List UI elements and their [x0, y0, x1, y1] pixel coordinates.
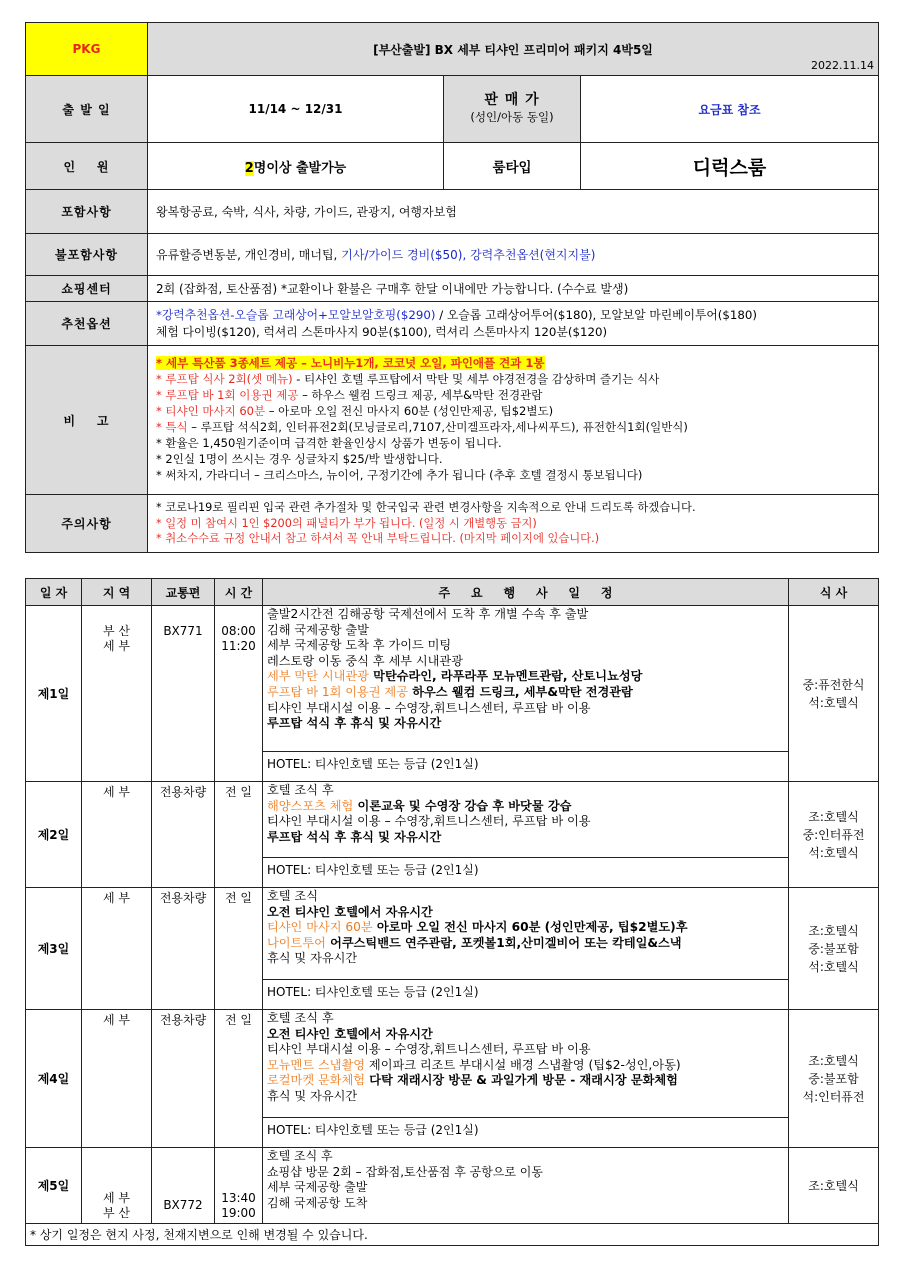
- excluded-value: [148, 234, 879, 276]
- day4-transport: [152, 1010, 215, 1148]
- package-title: [148, 23, 879, 76]
- caution-2: * 일정 미 참여시 1인 $200의 패널티가 부가 됩니다. (일정 시 개별행동 금지): [156, 516, 537, 530]
- day3-time-1: 전 일: [225, 891, 252, 905]
- col-day: 일 자: [26, 579, 82, 606]
- schedule-row-day5: [26, 1148, 879, 1224]
- remark-7: * 2인실 1명이 쓰시는 경우 싱글차지 $25/박 발생합니다.: [156, 451, 443, 466]
- caution-1: * 코로나19로 필리핀 입국 관련 추가절차 및 한국입국 관련 변경사항을 지속적으로 안내 드리도록 하겠습니다.: [156, 501, 696, 515]
- day5-itinerary: [263, 1148, 789, 1224]
- day4-event-5-highlight: 로컬마켓 문화체험: [267, 1073, 366, 1088]
- day4-meal-1: 조:호텔식: [808, 1053, 859, 1068]
- schedule-table: [25, 578, 879, 1246]
- day4-event-5-text: 다탁 재래시장 방문 & 과일가게 방문 - 재래시장 문화체험: [365, 1073, 678, 1088]
- day3-transport: [152, 888, 215, 1010]
- remark-3-highlight: * 루프탑 바 1회 이용권 제공: [156, 388, 299, 403]
- day4-itinerary: [263, 1010, 789, 1148]
- day1-event-2: 김해 국제공항 출발: [267, 622, 369, 637]
- day2-region: [82, 782, 152, 888]
- day3-label: 제3일: [26, 888, 82, 1010]
- day5-time-2: 19:00: [221, 1206, 256, 1220]
- day2-event-4: [267, 830, 784, 846]
- day1-hotel: HOTEL: 티샤인호텔 또는 등급 (2인1실): [263, 751, 788, 775]
- depart-label: 출 발 일: [26, 76, 148, 143]
- included-value: 왕복항공료, 숙박, 식사, 차량, 가이드, 관광지, 여행자보험: [148, 190, 879, 234]
- day3-hotel: HOTEL: 티샤인호텔 또는 등급 (2인1실): [263, 979, 788, 1003]
- people-text: 명이상 출발가능: [253, 160, 347, 176]
- day3-event-2-text: 오전 티샤인 호텔에서 자유시간: [267, 904, 433, 919]
- day4-region-1: 세 부: [103, 1013, 130, 1027]
- day4-event-1: 호텔 조식 후: [267, 1011, 334, 1025]
- day1-label: 제1일: [26, 606, 82, 782]
- people-label: 인 원: [26, 143, 148, 190]
- included-label: 포함사항: [26, 190, 148, 234]
- remark-1-text: * 세부 특산품 3종세트 제공 – 노니비누1개, 코코넛 오일, 파인애플 견과 1봉: [156, 356, 545, 371]
- day3-itinerary: [263, 888, 789, 1010]
- day1-event-6-highlight: 루프탑 바 1회 이용권 제공: [267, 684, 408, 699]
- day1-meal: [789, 606, 879, 782]
- day4-region: [82, 1010, 152, 1148]
- day5-event-4: 김해 국제공항 도착: [267, 1195, 368, 1210]
- day3-event-5: 휴식 및 자유시간: [267, 951, 358, 966]
- remark-2: [156, 372, 870, 388]
- day1-time-2: 11:20: [221, 639, 256, 653]
- remark-8: * 써차지, 가라디너 – 크리스마스, 뉴이어, 구정기간에 추가 됩니다 (추후 호텔 결정시 통보됩니다): [156, 467, 643, 482]
- document-date: 2022.11.14: [811, 59, 875, 72]
- day2-meal-3: 석:호텔식: [808, 845, 859, 860]
- day4-event-4: [267, 1058, 784, 1074]
- shopping-value: 2회 (잡화점, 토산품점) *교환이나 환불은 구매후 한달 이내에만 가능합니다. (수수료 발생): [148, 276, 879, 302]
- day1-transport: [152, 606, 215, 782]
- day2-event-2-highlight: 해양스포츠 체험: [267, 798, 354, 813]
- day4-event-6: 휴식 및 자유시간: [267, 1088, 358, 1103]
- option-value: [148, 302, 879, 346]
- day1-time: [215, 606, 263, 782]
- price-value: 요금표 참조: [581, 76, 879, 143]
- day3-event-4-highlight: 나이트투어: [267, 935, 326, 950]
- day1-itinerary: [263, 606, 789, 782]
- day5-label: 제5일: [26, 1148, 82, 1224]
- day2-time-1: 전 일: [225, 785, 252, 799]
- day4-time: [215, 1010, 263, 1148]
- day2-event-2-text: 이론교육 및 수영장 강습 후 바닷물 강습: [353, 798, 572, 813]
- day5-region-2: 부 산: [103, 1206, 130, 1220]
- day3-event-3-text: 아로마 오일 전신 마사지 60분 (성인만제공, 팁$2별도)후: [372, 920, 688, 935]
- remark-5-highlight: * 특식: [156, 420, 188, 434]
- day2-event-1: 호텔 조식 후: [267, 783, 334, 797]
- schedule-row-day2: [26, 782, 879, 888]
- day4-time-1: 전 일: [225, 1013, 252, 1027]
- day5-event-2: 쇼핑샵 방문 2회 – 잡화점,토산품점 후 공항으로 이동: [267, 1164, 543, 1179]
- option-line-2: 체험 다이빙($120), 럭셔리 스톤마사지 90분($100), 럭셔리 스톤마사지 120분($120): [156, 324, 608, 339]
- schedule-footnote: * 상기 일정은 현지 사정, 천재지변으로 인해 변경될 수 있습니다.: [26, 1224, 879, 1246]
- excluded-text: 유류할증변동분, 개인경비, 매너팁,: [156, 248, 342, 262]
- price-label: [444, 76, 581, 143]
- day3-event-3-highlight: 티샤인 마사지 60분: [267, 920, 373, 935]
- excluded-label: 불포함사항: [26, 234, 148, 276]
- pkg-label: PKG: [26, 23, 148, 76]
- excluded-highlight: 기사/가이드 경비($50), 강력추천옵션(현지지불): [341, 248, 596, 262]
- day5-event-1: 호텔 조식 후: [267, 1149, 333, 1163]
- day4-transport-text: 전용차량: [159, 1013, 207, 1027]
- day1-event-1: 출발2시간전 김해공항 국제선에서 도착 후 개별 수속 후 출발: [267, 607, 589, 621]
- schedule-row-day3: [26, 888, 879, 1010]
- title-text: [부산출발] BX 세부 티샤인 프리미어 패키지 4박5일: [373, 42, 653, 57]
- remark-1: [156, 356, 870, 372]
- day3-transport-text: 전용차량: [159, 891, 207, 905]
- option-recommended: *강력추천옵션-오슬롭 고래상어+모알보알호핑($290): [156, 307, 436, 322]
- day1-transport-text: BX771: [163, 624, 203, 638]
- day1-event-6: [267, 685, 784, 701]
- option-line-1: [156, 307, 870, 324]
- day3-event-4: [267, 936, 784, 952]
- day2-time: [215, 782, 263, 888]
- day1-region-1: 부 산: [103, 624, 130, 638]
- col-itinerary: 주 요 행 사 일 정: [263, 579, 789, 606]
- day1-event-5-highlight: 세부 막탄 시내관광: [267, 669, 369, 684]
- remark-4-text: – 아로마 오일 전신 마사지 60분 (성인만제공, 팁$2별도): [265, 404, 554, 419]
- day3-event-1: 호텔 조식: [267, 889, 318, 903]
- day5-meal-1: 조:호텔식: [808, 1178, 859, 1193]
- day1-event-4: 레스토랑 이동 중식 후 세부 시내관광: [267, 653, 463, 668]
- day5-meal: [789, 1148, 879, 1224]
- remark-5: [156, 420, 870, 436]
- shopping-label: 쇼핑센터: [26, 276, 148, 302]
- day4-event-3: 티샤인 부대시설 이용 – 수영장,휘트니스센터, 루프탑 바 이용: [267, 1042, 591, 1057]
- room-label: 룸타입: [444, 143, 581, 190]
- caution-3: * 취소수수료 규정 안내서 참고 하셔서 꼭 안내 부탁드립니다. (마지막 페이지에 있습니다.): [156, 532, 600, 546]
- day3-time: [215, 888, 263, 1010]
- schedule-row-day4: [26, 1010, 879, 1148]
- day4-event-2-text: 오전 티샤인 호텔에서 자유시간: [267, 1026, 433, 1041]
- day3-meal-3: 석:호텔식: [808, 959, 859, 974]
- day3-event-2: [267, 905, 784, 921]
- day4-event-4-highlight: 모뉴멘트 스냅촬영: [267, 1057, 366, 1072]
- day4-label: 제4일: [26, 1010, 82, 1148]
- day4-event-4-text: 제이파크 리조트 부대시설 배경 스냅촬영 (팁$2-성인,아동): [365, 1057, 681, 1072]
- day3-meal-2: 중:불포함: [808, 941, 859, 956]
- day1-event-8: [267, 716, 784, 732]
- day1-event-8-text: 루프탑 석식 후 휴식 및 자유시간: [267, 716, 442, 731]
- remark-6: * 환율은 1,450원기준이며 급격한 환율인상시 상품가 변동이 됩니다.: [156, 435, 502, 450]
- day1-time-1: 08:00: [221, 624, 256, 638]
- day2-transport-text: 전용차량: [159, 785, 207, 799]
- schedule-row-day1: [26, 606, 879, 782]
- day2-region-1: 세 부: [103, 785, 130, 799]
- day4-hotel: HOTEL: 티샤인호텔 또는 등급 (2인1실): [263, 1117, 788, 1141]
- people-value: [148, 143, 444, 190]
- day1-event-5-text: 막탄슈라인, 라푸라푸 모뉴멘트관람, 산토니뇨성당: [368, 669, 643, 684]
- remark-5-text: – 루프탑 석식2회, 인터퓨전2회(모닝글로리,7107,산미겔프라자,세나씨푸드), 퓨전한식1회(일반식): [187, 420, 688, 434]
- remarks-label: 비 고: [26, 346, 148, 495]
- remark-2-text: - 티샤인 호텔 루프탑에서 막탄 및 세부 야경전경을 감상하며 즐기는 식사: [292, 372, 660, 387]
- people-number: 2: [244, 160, 254, 176]
- day1-meal-2: 석:호텔식: [808, 695, 859, 710]
- remark-3-text: – 하우스 웰컴 드링크 제공, 세부&막탄 전경관람: [298, 388, 543, 403]
- col-region: 지 역: [82, 579, 152, 606]
- day2-transport: [152, 782, 215, 888]
- day2-meal: [789, 782, 879, 888]
- day3-region: [82, 888, 152, 1010]
- option-label: 추천옵션: [26, 302, 148, 346]
- remarks-value: [148, 346, 879, 495]
- day1-region-2: 세 부: [103, 639, 130, 653]
- day1-event-5: [267, 669, 784, 685]
- day5-event-3: 세부 국제공항 출발: [267, 1180, 368, 1195]
- price-label-main: 판 매 가: [484, 92, 540, 108]
- day2-meal-2: 중:인터퓨전: [802, 827, 865, 842]
- col-transport: 교통편: [152, 579, 215, 606]
- day5-transport: [152, 1148, 215, 1224]
- day1-event-6-text: 하우스 웰컴 드링크, 세부&막탄 전경관람: [407, 684, 633, 699]
- day3-meal: [789, 888, 879, 1010]
- day2-itinerary: [263, 782, 789, 888]
- day3-meal-1: 조:호텔식: [808, 923, 859, 938]
- day5-region-1: 세 부: [103, 1191, 130, 1205]
- day2-label: 제2일: [26, 782, 82, 888]
- caution-label: 주의사항: [26, 495, 148, 553]
- day1-event-7: 티샤인 부대시설 이용 – 수영장,휘트니스센터, 루프탑 바 이용: [267, 700, 591, 715]
- day3-event-3: [267, 920, 784, 936]
- day5-time: [215, 1148, 263, 1224]
- day5-time-1: 13:40: [221, 1191, 256, 1205]
- day2-event-3: 티샤인 부대시설 이용 – 수영장,휘트니스센터, 루프탑 바 이용: [267, 814, 591, 829]
- remark-4: [156, 404, 870, 420]
- price-label-sub: (성인/아동 동일): [470, 110, 554, 124]
- option-list: / 오슬롭 고래상어투어($180), 모알보알 마린베이투어($180): [435, 307, 757, 322]
- day2-meal-1: 조:호텔식: [808, 809, 859, 824]
- col-time: 시 간: [215, 579, 263, 606]
- day4-event-2: [267, 1027, 784, 1043]
- day2-event-2: [267, 799, 784, 815]
- day4-meal-2: 중:불포함: [808, 1071, 859, 1086]
- day2-hotel: HOTEL: 티샤인호텔 또는 등급 (2인1실): [263, 857, 788, 881]
- day1-event-3: 세부 국제공항 도착 후 가이드 미팅: [267, 638, 452, 653]
- remark-4-highlight: * 티샤인 마사지 60분: [156, 404, 266, 419]
- room-value: 디럭스룸: [581, 143, 879, 190]
- day5-transport-text: BX772: [163, 1198, 203, 1212]
- package-info-table: [25, 22, 879, 553]
- remark-2-highlight: * 루프탑 식사 2회(셋 메뉴): [156, 372, 293, 387]
- day4-meal-3: 석:인터퓨전: [802, 1089, 865, 1104]
- day4-event-5: [267, 1073, 784, 1089]
- day2-event-4-text: 루프탑 석식 후 휴식 및 자유시간: [267, 829, 442, 844]
- day5-region: [82, 1148, 152, 1224]
- day3-region-1: 세 부: [103, 891, 130, 905]
- remark-3: [156, 388, 870, 404]
- caution-value: [148, 495, 879, 553]
- day1-meal-1: 중:퓨전한식: [802, 677, 865, 692]
- day3-event-4-text: 어쿠스틱밴드 연주관람, 포켓볼1회,산미겔비어 또는 칵테일&스낵: [325, 935, 682, 950]
- col-meal: 식 사: [789, 579, 879, 606]
- day1-region: [82, 606, 152, 782]
- depart-value: 11/14 ~ 12/31: [148, 76, 444, 143]
- day4-meal: [789, 1010, 879, 1148]
